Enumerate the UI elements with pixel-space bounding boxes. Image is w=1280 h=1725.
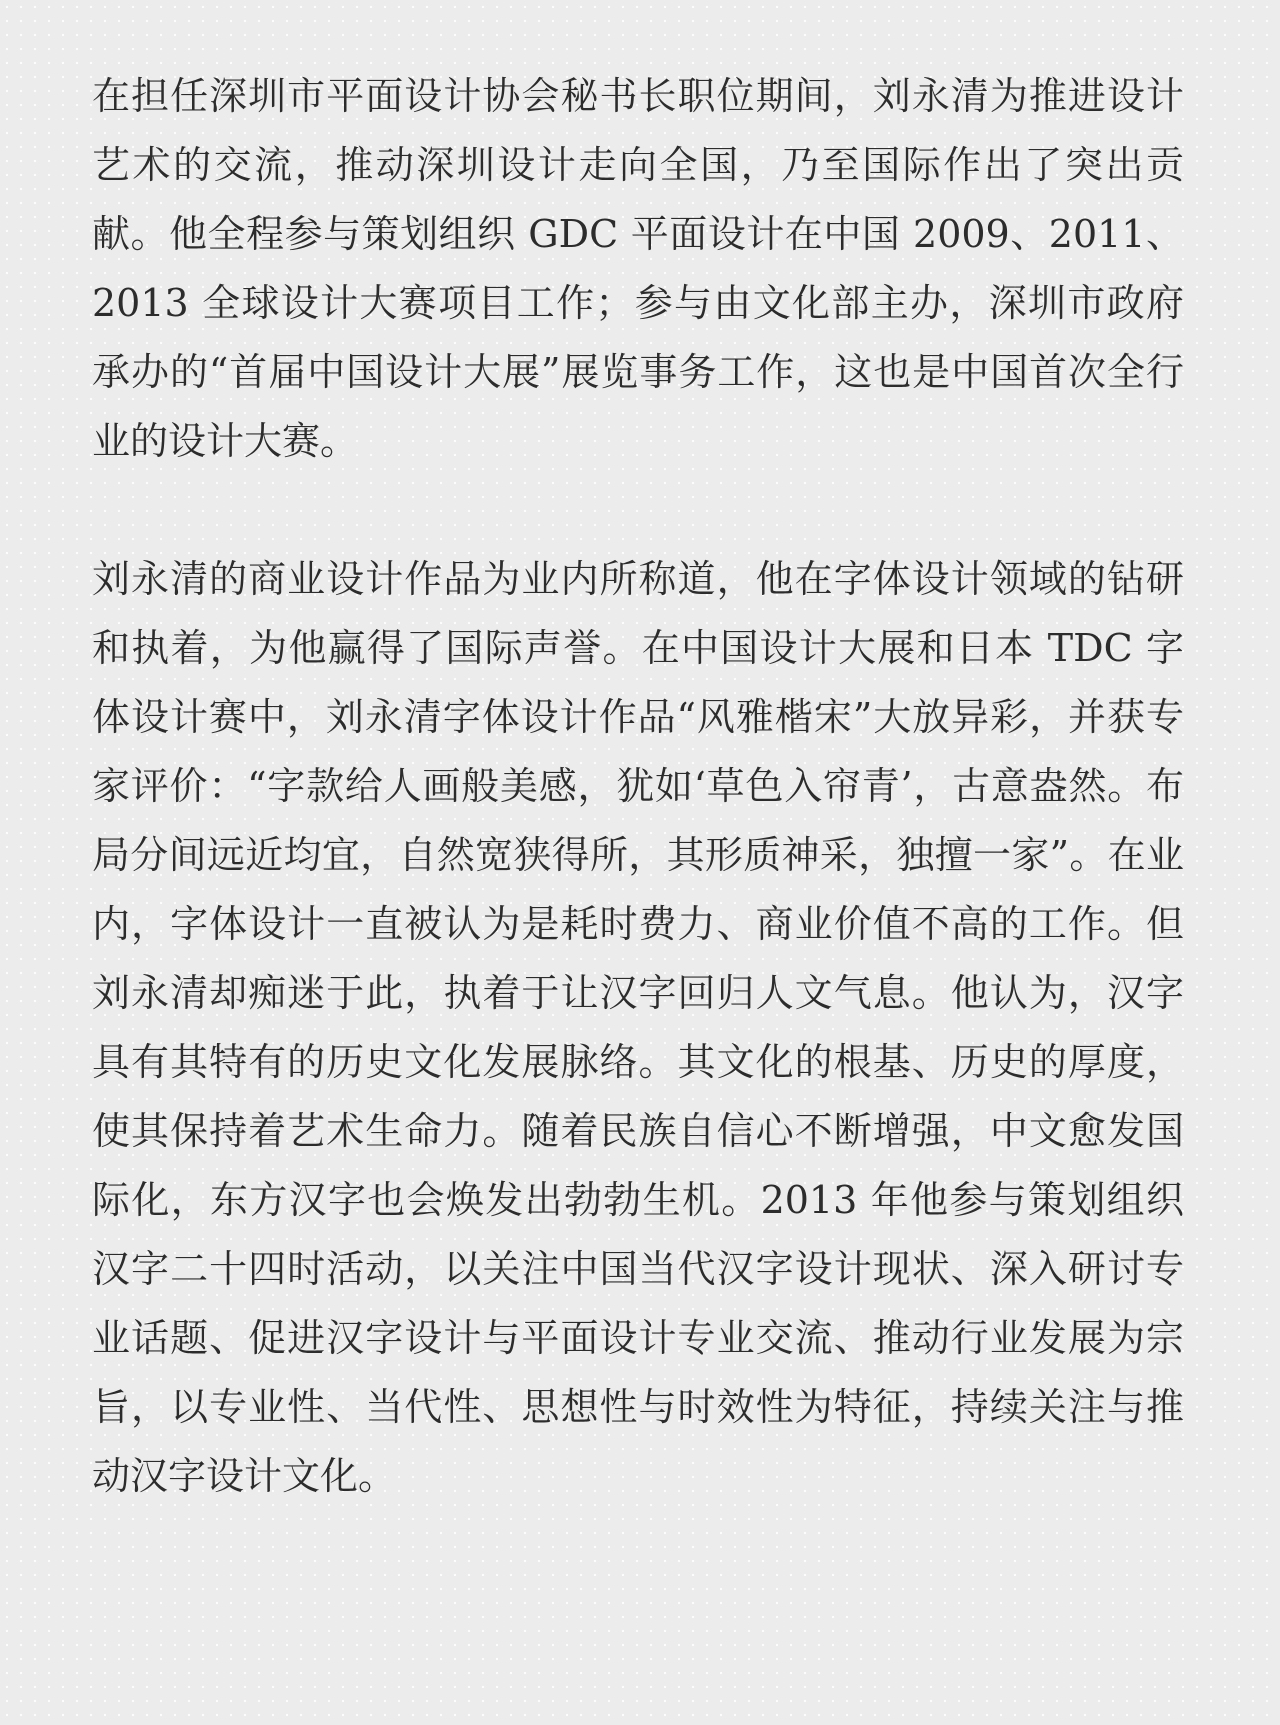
article-paragraph-1: 在担任深圳市平面设计协会秘书长职位期间，刘永清为推进设计艺术的交流，推动深圳设计走向全国，乃至国际作出了突出贡献。他全程参与策划组织 GDC 平面设计在中国 2009、2011、2013 全球设计大赛项目工作；参与由文化部主办，深圳市政府承办的“首届中国设计大展”展览事务工作，这也是中国首次全行业的设计大赛。 bbox=[92, 74, 1184, 463]
article-paragraph-2: 刘永清的商业设计作品为业内所称道，他在字体设计领域的钻研和执着，为他赢得了国际声誉。在中国设计大展和日本 TDC 字体设计赛中，刘永清字体设计作品“风雅楷宋”大放异彩，并获专家评价：“字款给人画般美感，犹如‘草色入帘青’，古意盎然。布局分间远近均宜，自然宽狭得所，其形质神采，独擅一家”。在业内，字体设计一直被认为是耗时费力、商业价值不高的工作。但刘永清却痴迷于此，执着于让汉字回归人文气息。他认为，汉字具有其特有的历史文化发展脉络。其文化的根基、历史的厚度，使其保持着艺术生命力。随着民族自信心不断增强，中文愈发国际化，东方汉字也会焕发出勃勃生机。2013 年他参与策划组织汉字二十四时活动，以关注中国当代汉字设计现状、深入研讨专业话题、促进汉字设计与平面设计专业交流、推动行业发展为宗旨，以专业性、当代性、思想性与时效性为特征，持续关注与推动汉字设计文化。 bbox=[92, 557, 1184, 1498]
